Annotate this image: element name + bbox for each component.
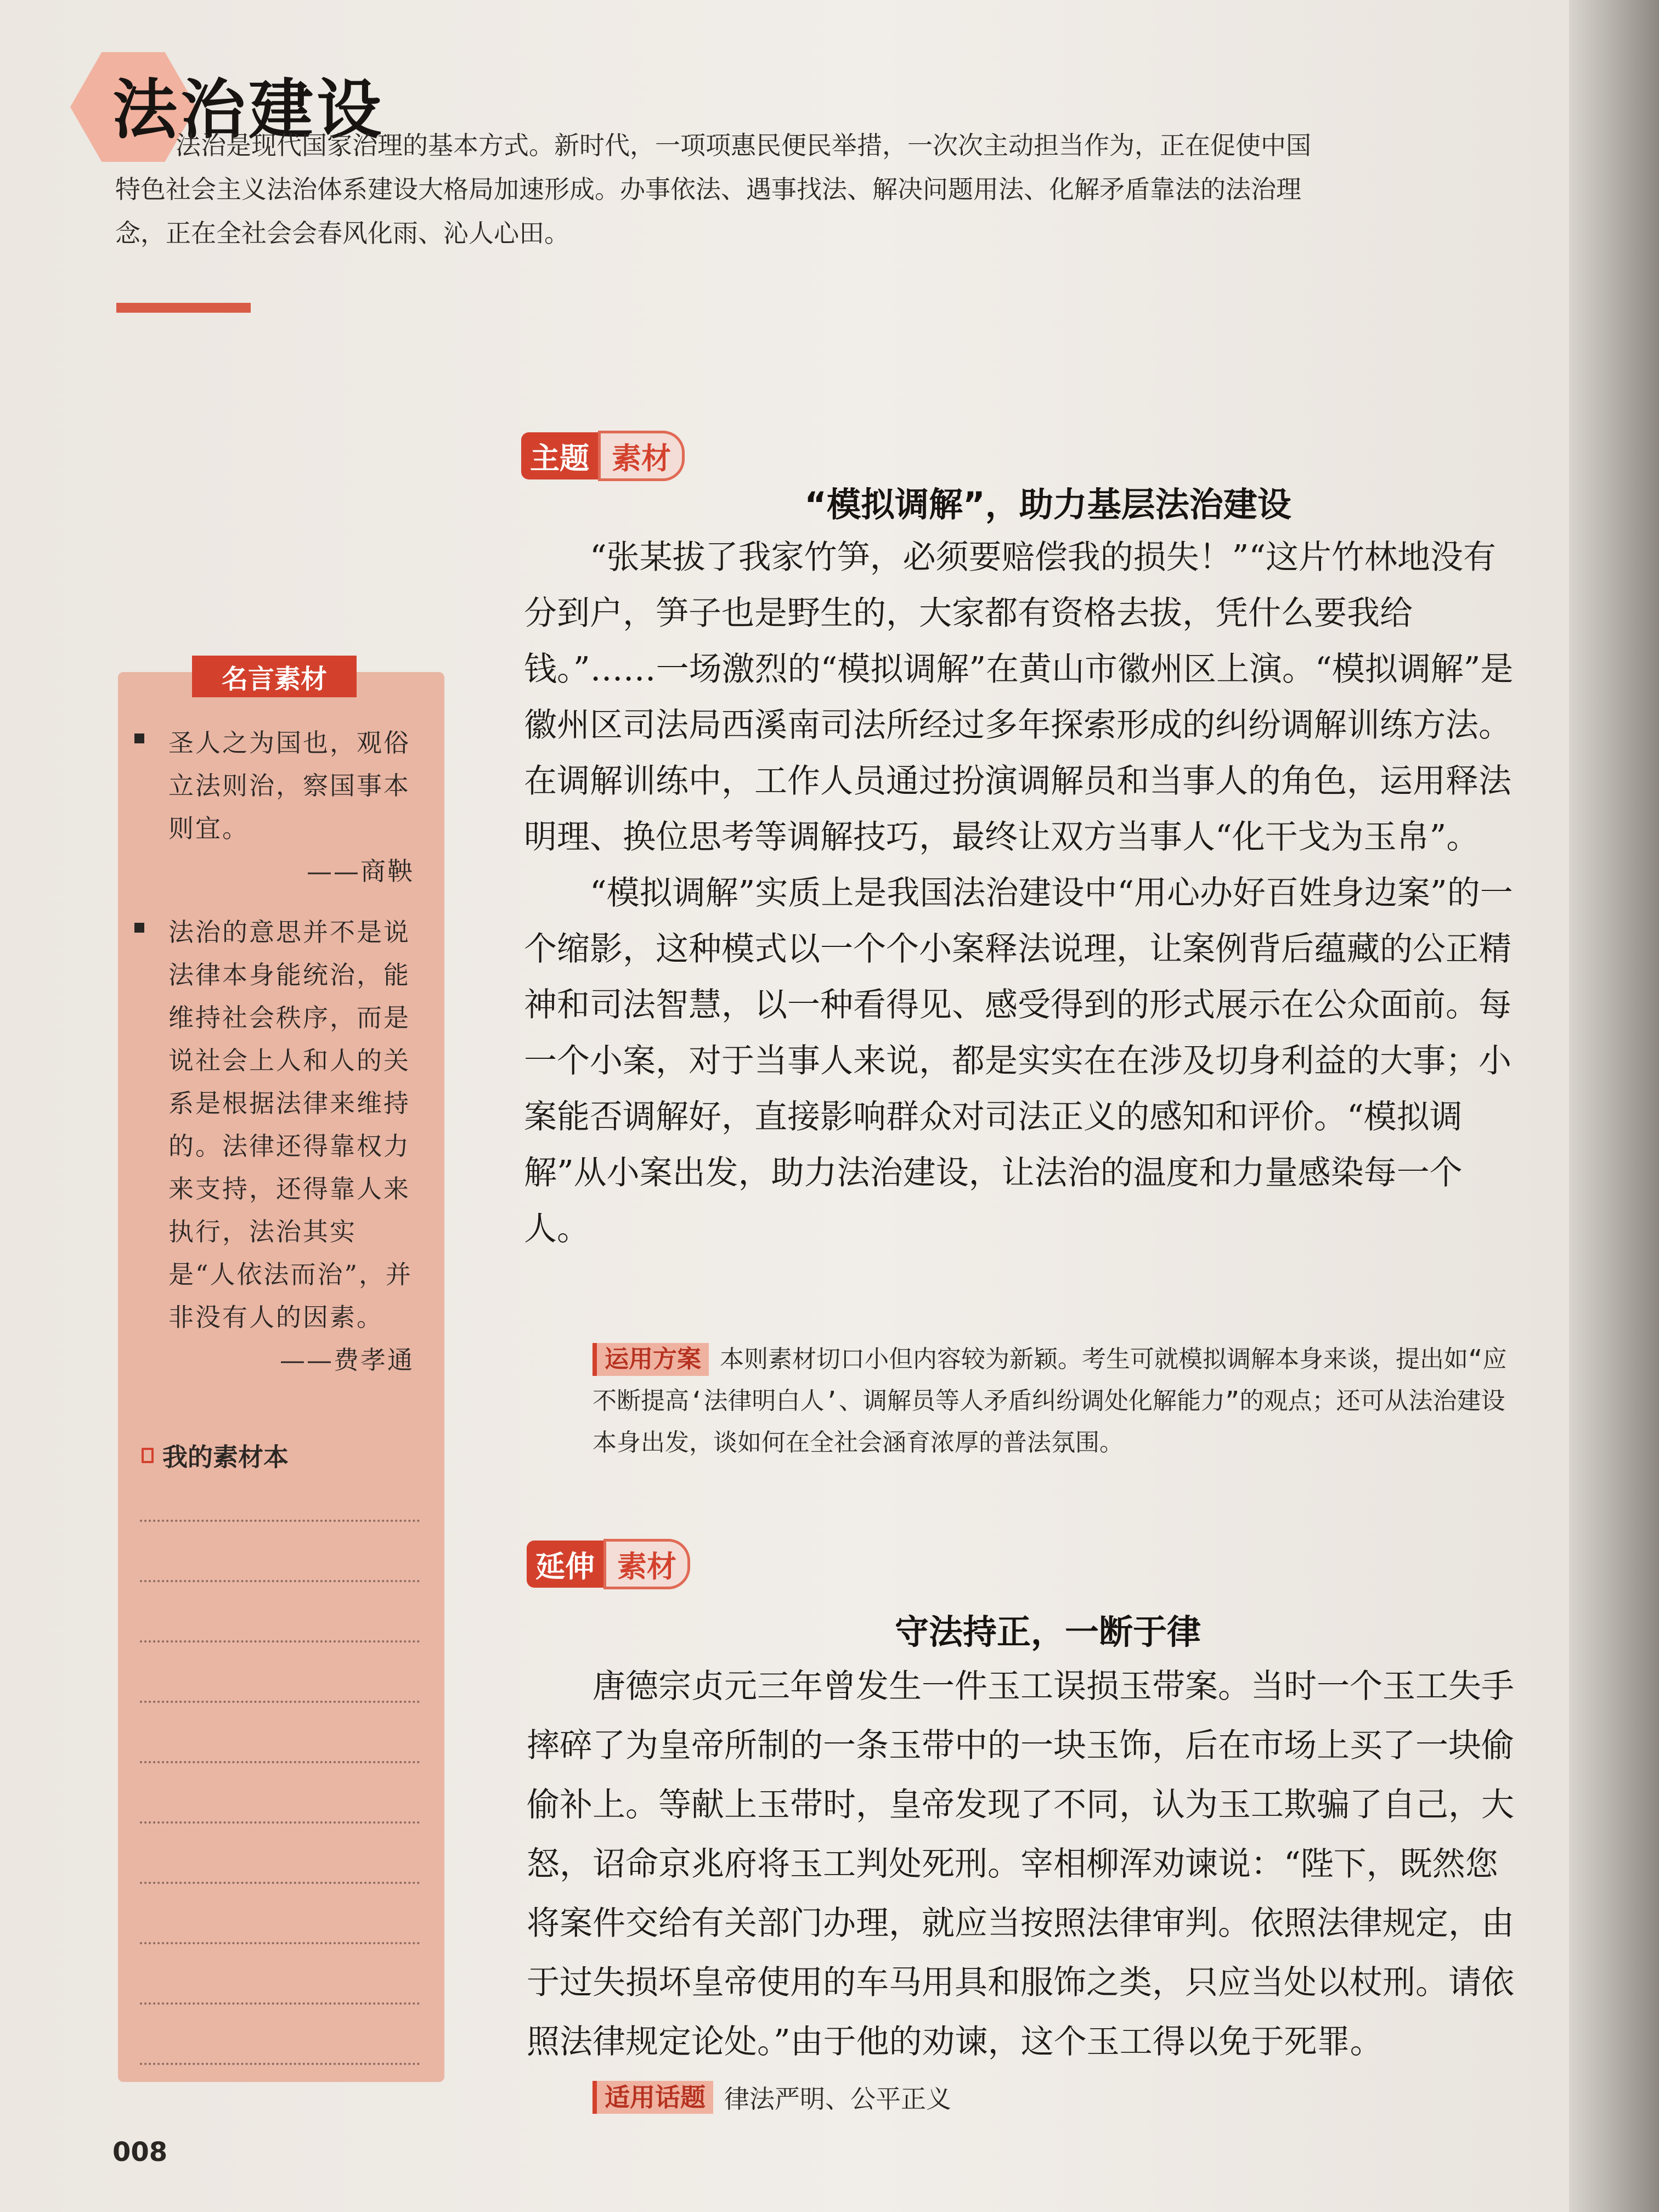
ruled-line — [140, 1761, 420, 1763]
quote-item — [134, 721, 420, 893]
article2-body — [527, 1657, 1525, 2072]
quote-author: ——商鞅 — [307, 856, 414, 886]
badge-part-material: 素材 — [603, 1539, 690, 1589]
ruled-line — [140, 1882, 420, 1884]
quote-text: 圣人之为国也，观俗立法则治，察国事本则宜。 — [168, 728, 410, 843]
topic-tag: 适用话题 — [592, 2081, 713, 2114]
apply-plan — [592, 1339, 1525, 1464]
theme-material-badge — [521, 431, 685, 481]
quote-author: ——费孝通 — [280, 1345, 414, 1375]
quotes-label: 名言素材 — [192, 656, 357, 697]
badge-part-material: 素材 — [598, 431, 685, 481]
article2-paragraph: 唐德宗贞元三年曾发生一件玉工误损玉带案。当时一个玉工失手摔碎了为皇帝所制的一条玉带中的一块玉饰，后在市场上买了一块偷偷补上。等献上玉带时，皇帝发现了不同，认为玉工欺骗了自己，大怒，诏命京兆府将玉工判处死刑。宰相柳浑劝谏说：“陛下，既然您将案件交给有关部门办理，就应当按照法律审判。依照法律规定，由于过失损坏皇帝使用的车马用具和服饰之类，只应当处以杖刑。请依照法律规定论处。”由于他的劝谏，这个玉工得以免于死罪。 — [527, 1667, 1514, 2061]
notebook-icon — [142, 1448, 154, 1463]
section-intro: 法治是现代国家治理的基本方式。新时代，一项项惠民便民举措，一次次主动担当作为，正在促使中国特色社会主义法治体系建设大格局加速形成。办事依法、遇事找法、解决问题用法、化解矛盾靠法的法治理念，正在全社会会春风化雨、沁人心田。 — [115, 131, 1311, 248]
apply-plan-tag: 运用方案 — [592, 1343, 709, 1376]
article-body — [524, 529, 1525, 1257]
ruled-line — [140, 1640, 420, 1643]
title-underline-bar — [116, 303, 251, 313]
topic-text: 律法严明、公平正义 — [724, 2084, 951, 2114]
quote-text: 法治的意思并不是说法律本身能统治，能维持社会秩序，而是说社会上人和人的关系是根据法律来维持的。法律还得靠权力来支持，还得靠人来执行，法治其实是“人依法而治”，并非没有人的因素。 — [168, 917, 413, 1332]
article-paragraph: “模拟调解”实质上是我国法治建设中“用心办好百姓身边案”的一个缩影，这种模式以一个个小案释法说理，让案例背后蕴藏的公正精神和司法智慧，以一种看得见、感受得到的形式展示在公众面前。每一个小案，对于当事人来说，都是实实在在涉及切身利益的大事；小案能否调解好，直接影响群众对司法正义的感知和评价。“模拟调解”从小案出发，助力法治建设，让法治的温度和力量感染每一个人。 — [524, 874, 1513, 1248]
apply-plan-text: 本则素材切口小但内容较为新颖。考生可就模拟调解本身来谈，提出如“应不断提高‘法律明白人’、调解员等人矛盾纠纷调处化解能力”的观点；还可从法治建设本身出发，谈如何在全社会涵育浓厚的普法氛围。 — [592, 1345, 1507, 1457]
bullet-square-icon — [134, 733, 144, 743]
ruled-line — [140, 2063, 420, 2065]
ruled-line — [140, 2002, 420, 2005]
page-number: 008 — [112, 2137, 168, 2168]
ruled-line — [140, 1701, 420, 1703]
ruled-line — [140, 1580, 420, 1582]
my-notebook-label — [142, 1437, 289, 1474]
extension-material-badge — [527, 1539, 690, 1589]
article2-title: 守法持正，一断于律 — [894, 1612, 1201, 1652]
article-title: “模拟调解”，助力基层法治建设 — [804, 484, 1291, 524]
bullet-square-icon — [134, 923, 144, 933]
ruled-line — [140, 1942, 420, 1944]
applicable-topic — [592, 2079, 1415, 2115]
ruled-line — [140, 1520, 420, 1522]
book-page-edge — [1569, 0, 1659, 2212]
article-paragraph: “张某拔了我家竹笋，必须要赔偿我的损失！”“这片竹林地没有分到户，笋子也是野生的，大家都有资格去拔，凭什么要我给钱。”……一场激烈的“模拟调解”在黄山市徽州区上演。“模拟调解”是徽州区司法局西溪南司法所经过多年探索形成的纠纷调解训练方法。在调解训练中，工作人员通过扮演调解员和当事人的角色，运用释法明理、换位思考等调解技巧，最终让双方当事人“化干戈为玉帛”。 — [524, 538, 1514, 856]
ruled-line — [140, 1821, 420, 1824]
badge-part-theme: 主题 — [521, 432, 598, 479]
badge-part-extension: 延伸 — [527, 1541, 603, 1588]
notebook-label-text: 我的素材本 — [162, 1442, 289, 1472]
quote-item — [134, 911, 420, 1381]
section-title: 法治建设 — [112, 72, 385, 148]
